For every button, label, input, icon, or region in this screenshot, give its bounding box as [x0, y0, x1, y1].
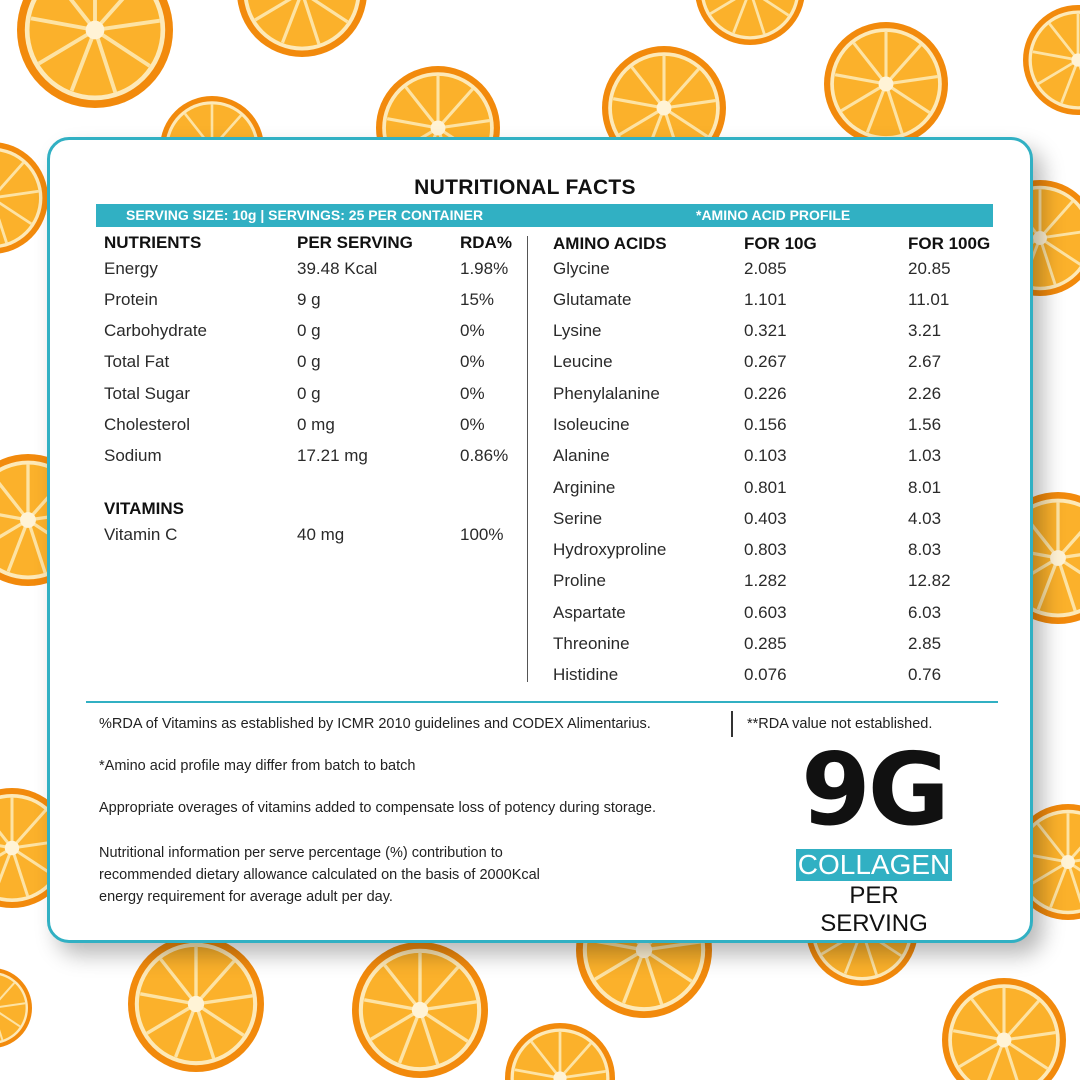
- amino-name: Aspartate: [553, 603, 626, 622]
- amino-name: Glycine: [553, 259, 610, 278]
- amino-acids-header: AMINO ACIDS: [553, 234, 667, 253]
- collagen-label: COLLAGEN: [797, 849, 951, 880]
- nutrition-info-line: recommended dietary allowance calculated on the basis of 2000Kcal: [99, 867, 540, 883]
- nutrition-info-line: Nutritional information per serve percentage (%) contribution to: [99, 845, 503, 861]
- amino-name: Proline: [553, 571, 606, 590]
- nutrient-name: Energy: [104, 259, 158, 278]
- amino-name: Lysine: [553, 321, 602, 340]
- nutrient-name: Sodium: [104, 446, 162, 465]
- nutrient-value: 0 g: [297, 352, 321, 371]
- amino-name: Alanine: [553, 446, 610, 465]
- header-band: [96, 204, 993, 227]
- amino-100g: 12.82: [908, 571, 951, 590]
- nutrition-info-line: energy requirement for average adult per day.: [99, 889, 393, 905]
- nutrient-rda: 0%: [460, 415, 485, 434]
- nutrient-value: 17.21 mg: [297, 446, 368, 465]
- amino-10g: 0.321: [744, 321, 787, 340]
- nutrient-name: Cholesterol: [104, 415, 190, 434]
- vitamins-header: VITAMINS: [104, 499, 184, 518]
- for-10g-header: FOR 10G: [744, 234, 817, 253]
- amino-10g: 2.085: [744, 259, 787, 278]
- amino-10g: 1.101: [744, 290, 787, 309]
- amino-100g: 11.01: [908, 290, 950, 309]
- nutrients-header: NUTRIENTS: [104, 233, 202, 252]
- page-title: NUTRITIONAL FACTS: [414, 176, 636, 199]
- amino-10g: 0.801: [744, 478, 787, 497]
- nutrient-rda: 0%: [460, 352, 485, 371]
- nutrient-rda: 0%: [460, 384, 485, 403]
- section-divider: [86, 701, 998, 703]
- amino-10g: 0.267: [744, 352, 787, 371]
- rda-not-established-note: **RDA value not established.: [747, 716, 933, 732]
- amino-name: Glutamate: [553, 290, 632, 309]
- amino-100g: 4.03: [908, 509, 942, 528]
- nutrient-rda: 15%: [460, 290, 495, 309]
- amino-10g: 0.226: [744, 384, 787, 403]
- nutrient-value: 0 g: [297, 321, 321, 340]
- vitamin-name: Vitamin C: [104, 525, 178, 544]
- amino-100g: 0.76: [908, 665, 942, 684]
- amino-10g: 0.285: [744, 634, 787, 653]
- column-divider: [527, 236, 528, 682]
- rda-source-note: %RDA of Vitamins as established by ICMR 2010 guidelines and CODEX Alimentarius.: [99, 716, 651, 732]
- per-serving-label: PER SERVING: [820, 882, 928, 937]
- amino-name: Leucine: [553, 352, 613, 371]
- amino-10g: 0.103: [744, 446, 787, 465]
- nutrition-facts-card: [47, 137, 1033, 943]
- nutrient-name: Protein: [104, 290, 158, 309]
- vitamin-rda: 100%: [460, 525, 504, 544]
- amino-100g: 8.03: [908, 540, 942, 559]
- amino-10g: 0.076: [744, 665, 787, 684]
- for-100g-header: FOR 100G: [908, 234, 991, 253]
- nutrient-value: 9 g: [297, 290, 321, 309]
- amino-name: Hydroxyproline: [553, 540, 667, 559]
- amino-name: Arginine: [553, 478, 616, 497]
- nutrient-name: Total Sugar: [104, 384, 190, 403]
- footnote-divider: [731, 711, 733, 737]
- nutrient-value: 0 mg: [297, 415, 335, 434]
- nutrient-rda: 1.98%: [460, 259, 509, 278]
- nutrient-rda: 0%: [460, 321, 485, 340]
- amino-10g: 1.282: [744, 571, 787, 590]
- amino-10g: 0.603: [744, 603, 787, 622]
- amino-name: Phenylalanine: [553, 384, 660, 403]
- amino-name: Isoleucine: [553, 415, 630, 434]
- amino-100g: 1.03: [908, 446, 942, 465]
- nutrient-value: 39.48 Kcal: [297, 259, 378, 278]
- amino-10g: 0.156: [744, 415, 787, 434]
- nutrient-name: Carbohydrate: [104, 321, 208, 340]
- amino-batch-note: *Amino acid profile may differ from batch to batch: [99, 758, 416, 774]
- amino-10g: 0.403: [744, 509, 787, 528]
- amino-100g: 1.56: [908, 415, 942, 434]
- amino-100g: 20.85: [908, 259, 951, 278]
- collagen-amount: 9G: [801, 731, 947, 848]
- amino-100g: 6.03: [908, 603, 942, 622]
- amino-100g: 2.67: [908, 352, 942, 371]
- amino-100g: 8.01: [908, 478, 942, 497]
- amino-profile-label: *AMINO ACID PROFILE: [696, 207, 851, 223]
- serving-size-label: SERVING SIZE: 10g | SERVINGS: 25 PER CONTAINER: [126, 207, 484, 223]
- vitamin-value: 40 mg: [297, 525, 345, 544]
- per-serving-header: PER SERVING: [297, 233, 413, 252]
- nutrition-info-note: [99, 842, 619, 908]
- rda-header: RDA%: [460, 233, 512, 252]
- amino-10g: 0.803: [744, 540, 787, 559]
- amino-name: Serine: [553, 509, 603, 528]
- amino-100g: 2.85: [908, 634, 942, 653]
- overages-note: Appropriate overages of vitamins added to compensate loss of potency during storage.: [99, 800, 656, 816]
- amino-name: Histidine: [553, 665, 619, 684]
- nutrient-value: 0 g: [297, 384, 321, 403]
- amino-100g: 3.21: [908, 321, 942, 340]
- amino-100g: 2.26: [908, 384, 942, 403]
- amino-name: Threonine: [553, 634, 630, 653]
- nutrient-name: Total Fat: [104, 352, 170, 371]
- nutrient-rda: 0.86%: [460, 446, 509, 465]
